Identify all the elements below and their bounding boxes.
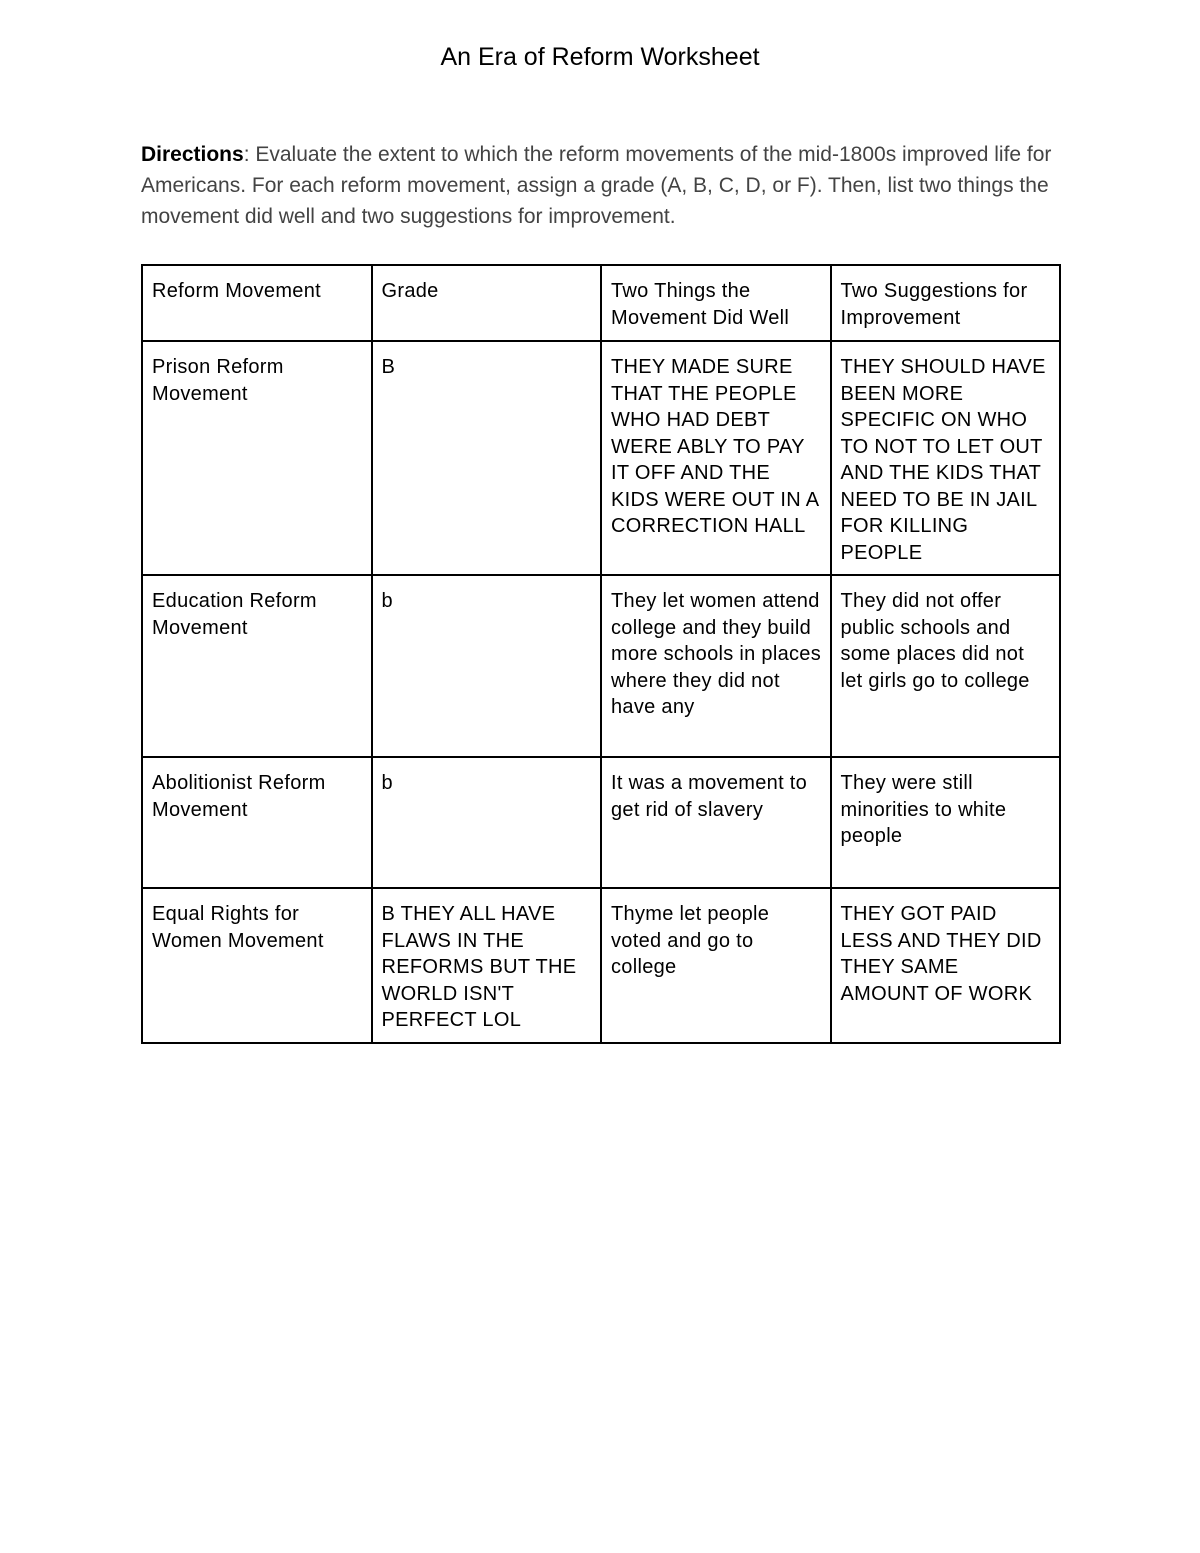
cell-grade: B THEY ALL HAVE FLAWS IN THE REFORMS BUT THE WORLD ISN'T PERFECT LOL (372, 888, 602, 1043)
cell-suggestions: They were still minorities to white people (831, 757, 1061, 888)
table-row (142, 888, 1060, 1043)
cell-movement: Equal Rights for Women Movement (142, 888, 372, 1043)
cell-did-well: Thyme let people voted and go to college (601, 888, 831, 1043)
cell-suggestions: THEY GOT PAID LESS AND THEY DID THEY SAME AMOUNT OF WORK (831, 888, 1061, 1043)
cell-did-well: THEY MADE SURE THAT THE PEOPLE WHO HAD DEBT WERE ABLY TO PAY IT OFF AND THE KIDS WERE OUT IN A CORRECTION HALL (601, 341, 831, 575)
cell-grade: b (372, 757, 602, 888)
header-grade: Grade (372, 265, 602, 341)
header-did-well: Two Things the Movement Did Well (601, 265, 831, 341)
cell-suggestions: THEY SHOULD HAVE BEEN MORE SPECIFIC ON WHO TO NOT TO LET OUT AND THE KIDS THAT NEED TO BE IN JAIL FOR KILLING PEOPLE (831, 341, 1061, 575)
header-suggestions: Two Suggestions for Improvement (831, 265, 1061, 341)
cell-movement: Education Reform Movement (142, 575, 372, 757)
table-row (142, 575, 1060, 757)
table-row (142, 341, 1060, 575)
header-reform-movement: Reform Movement (142, 265, 372, 341)
directions-paragraph (141, 139, 1061, 232)
cell-suggestions: They did not offer public schools and some places did not let girls go to college (831, 575, 1061, 757)
page-title: An Era of Reform Worksheet (440, 43, 760, 71)
directions-label: Directions (141, 143, 244, 166)
table-row (142, 757, 1060, 888)
cell-movement: Abolitionist Reform Movement (142, 757, 372, 888)
cell-grade: b (372, 575, 602, 757)
cell-did-well: They let women attend college and they build more schools in places where they did not have any (601, 575, 831, 757)
directions-text: : Evaluate the extent to which the reform movements of the mid-1800s improved life for Americans. For each reform movement, assign a grade (A, B, C, D, or F). Then, list two things the movement did well and two suggestions for improvement. (141, 143, 1052, 228)
cell-did-well: It was a movement to get rid of slavery (601, 757, 831, 888)
cell-movement: Prison Reform Movement (142, 341, 372, 575)
table-header-row (142, 265, 1060, 341)
reform-table (141, 264, 1061, 1044)
cell-grade: B (372, 341, 602, 575)
